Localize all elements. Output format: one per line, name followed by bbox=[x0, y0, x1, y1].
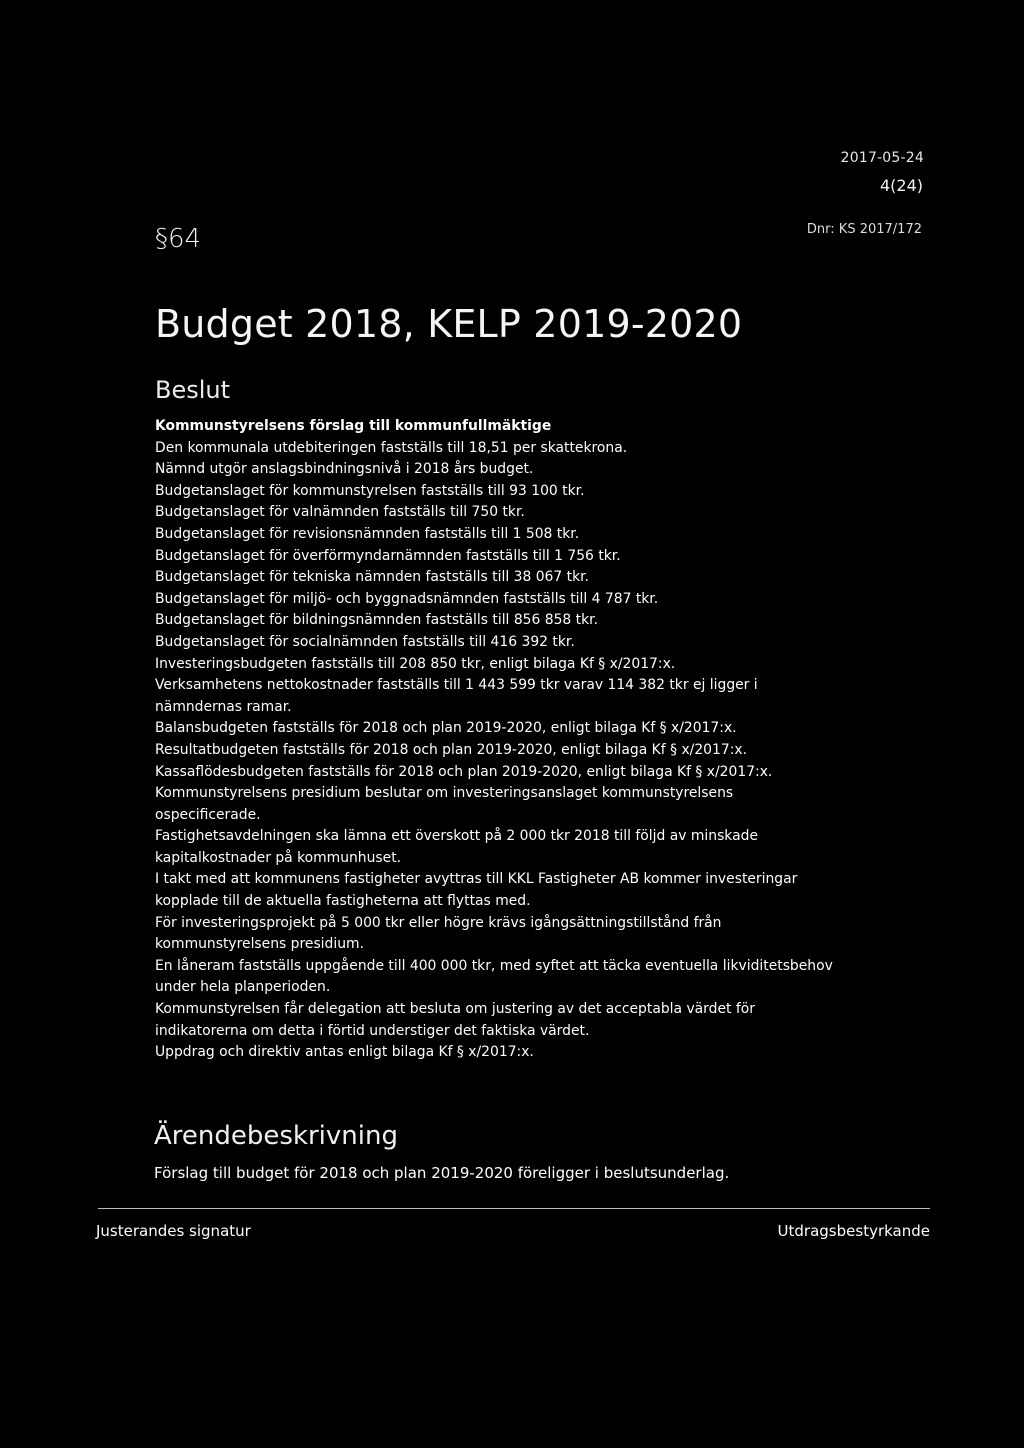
decision-line: Kommunstyrelsen får delegation att besluta om justering av det acceptabla värdet för bbox=[155, 1001, 755, 1018]
decision-line: Investeringsbudgeten fastställs till 208 850 tkr, enligt bilaga Kf § x/2017:x. bbox=[155, 655, 676, 672]
decision-line: kopplade till de aktuella fastigheterna att flyttas med. bbox=[155, 893, 531, 910]
decision-line: under hela planperioden. bbox=[155, 979, 331, 996]
decision-line: Budgetanslaget för överförmyndarnämnden fastställs till 1 756 tkr. bbox=[155, 547, 621, 564]
diary-number: Dnr: KS 2017/172 bbox=[806, 222, 922, 237]
decision-line: Kassaflödesbudgeten fastställs för 2018 och plan 2019-2020, enligt bilaga Kf § x/2017:x. bbox=[155, 763, 773, 780]
page-number: 4(24) bbox=[879, 176, 923, 195]
decision-line: indikatorerna om detta i förtid understiger det faktiska värdet. bbox=[155, 1022, 590, 1039]
signature-label-right: Utdragsbestyrkande bbox=[777, 1222, 930, 1240]
decision-line: nämndernas ramar. bbox=[155, 698, 292, 715]
decision-line: Balansbudgeten fastställs för 2018 och plan 2019-2020, enligt bilaga Kf § x/2017:x. bbox=[155, 720, 737, 737]
decision-line: Verksamhetens nettokostnader fastställs till 1 443 599 tkr varav 114 382 tkr ej ligger i bbox=[155, 677, 758, 694]
decision-line: Uppdrag och direktiv antas enligt bilaga Kf § x/2017:x. bbox=[155, 1044, 534, 1061]
document-date: 2017-05-24 bbox=[840, 150, 924, 166]
decision-line: För investeringsprojekt på 5 000 tkr eller högre krävs igångsättningstillstånd från bbox=[155, 914, 722, 931]
decision-body bbox=[155, 416, 855, 1064]
decision-heading: Beslut bbox=[155, 376, 231, 404]
decision-line: I takt med att kommunens fastigheter avyttras till KKL Fastigheter AB kommer investeringar bbox=[155, 871, 798, 888]
decision-line: Budgetanslaget för revisionsnämnden fastställs till 1 508 tkr. bbox=[155, 525, 580, 542]
decision-line: Den kommunala utdebiteringen fastställs till 18,51 per skattekrona. bbox=[155, 439, 628, 456]
signature-label-left: Justerandes signatur bbox=[96, 1222, 251, 1240]
decision-line: Budgetanslaget för tekniska nämnden fastställs till 38 067 tkr. bbox=[155, 569, 589, 586]
decision-line: Nämnd utgör anslagsbindningsnivå i 2018 års budget. bbox=[155, 461, 534, 478]
decision-line: Budgetanslaget för socialnämnden fastställs till 416 392 tkr. bbox=[155, 633, 575, 650]
paragraph-number: §64 bbox=[155, 224, 202, 254]
page-title: Budget 2018, KELP 2019-2020 bbox=[155, 302, 743, 346]
decision-line: Budgetanslaget för valnämnden fastställs till 750 tkr. bbox=[155, 504, 525, 521]
decision-line: kapitalkostnader på kommunhuset. bbox=[155, 849, 402, 866]
decision-line: Fastighetsavdelningen ska lämna ett överskott på 2 000 tkr 2018 till följd av minskade bbox=[155, 828, 758, 845]
decision-line: Kommunstyrelsens presidium beslutar om investeringsanslaget kommunstyrelsens bbox=[155, 785, 734, 802]
decision-line: En låneram fastställs uppgående till 400 000 tkr, med syftet att täcka eventuella likviditetsbehov bbox=[155, 957, 833, 974]
decision-line: ospecificerade. bbox=[155, 806, 261, 823]
decision-line: Budgetanslaget för bildningsnämnden fastställs till 856 858 tkr. bbox=[155, 612, 599, 629]
decision-line: Budgetanslaget för kommunstyrelsen fastställs till 93 100 tkr. bbox=[155, 482, 585, 499]
decision-line: kommunstyrelsens presidium. bbox=[155, 936, 364, 953]
decision-subheading: Kommunstyrelsens förslag till kommunfullmäktige bbox=[155, 418, 552, 434]
decision-line: Budgetanslaget för miljö- och byggnadsnämnden fastställs till 4 787 tkr. bbox=[155, 590, 659, 607]
case-description-heading: Ärendebeskrivning bbox=[154, 1121, 398, 1151]
case-description-text: Förslag till budget för 2018 och plan 2019-2020 föreligger i beslutsunderlag. bbox=[154, 1164, 730, 1182]
signature-divider bbox=[98, 1208, 930, 1209]
decision-line: Resultatbudgeten fastställs för 2018 och plan 2019-2020, enligt bilaga Kf § x/2017:x. bbox=[155, 741, 748, 758]
